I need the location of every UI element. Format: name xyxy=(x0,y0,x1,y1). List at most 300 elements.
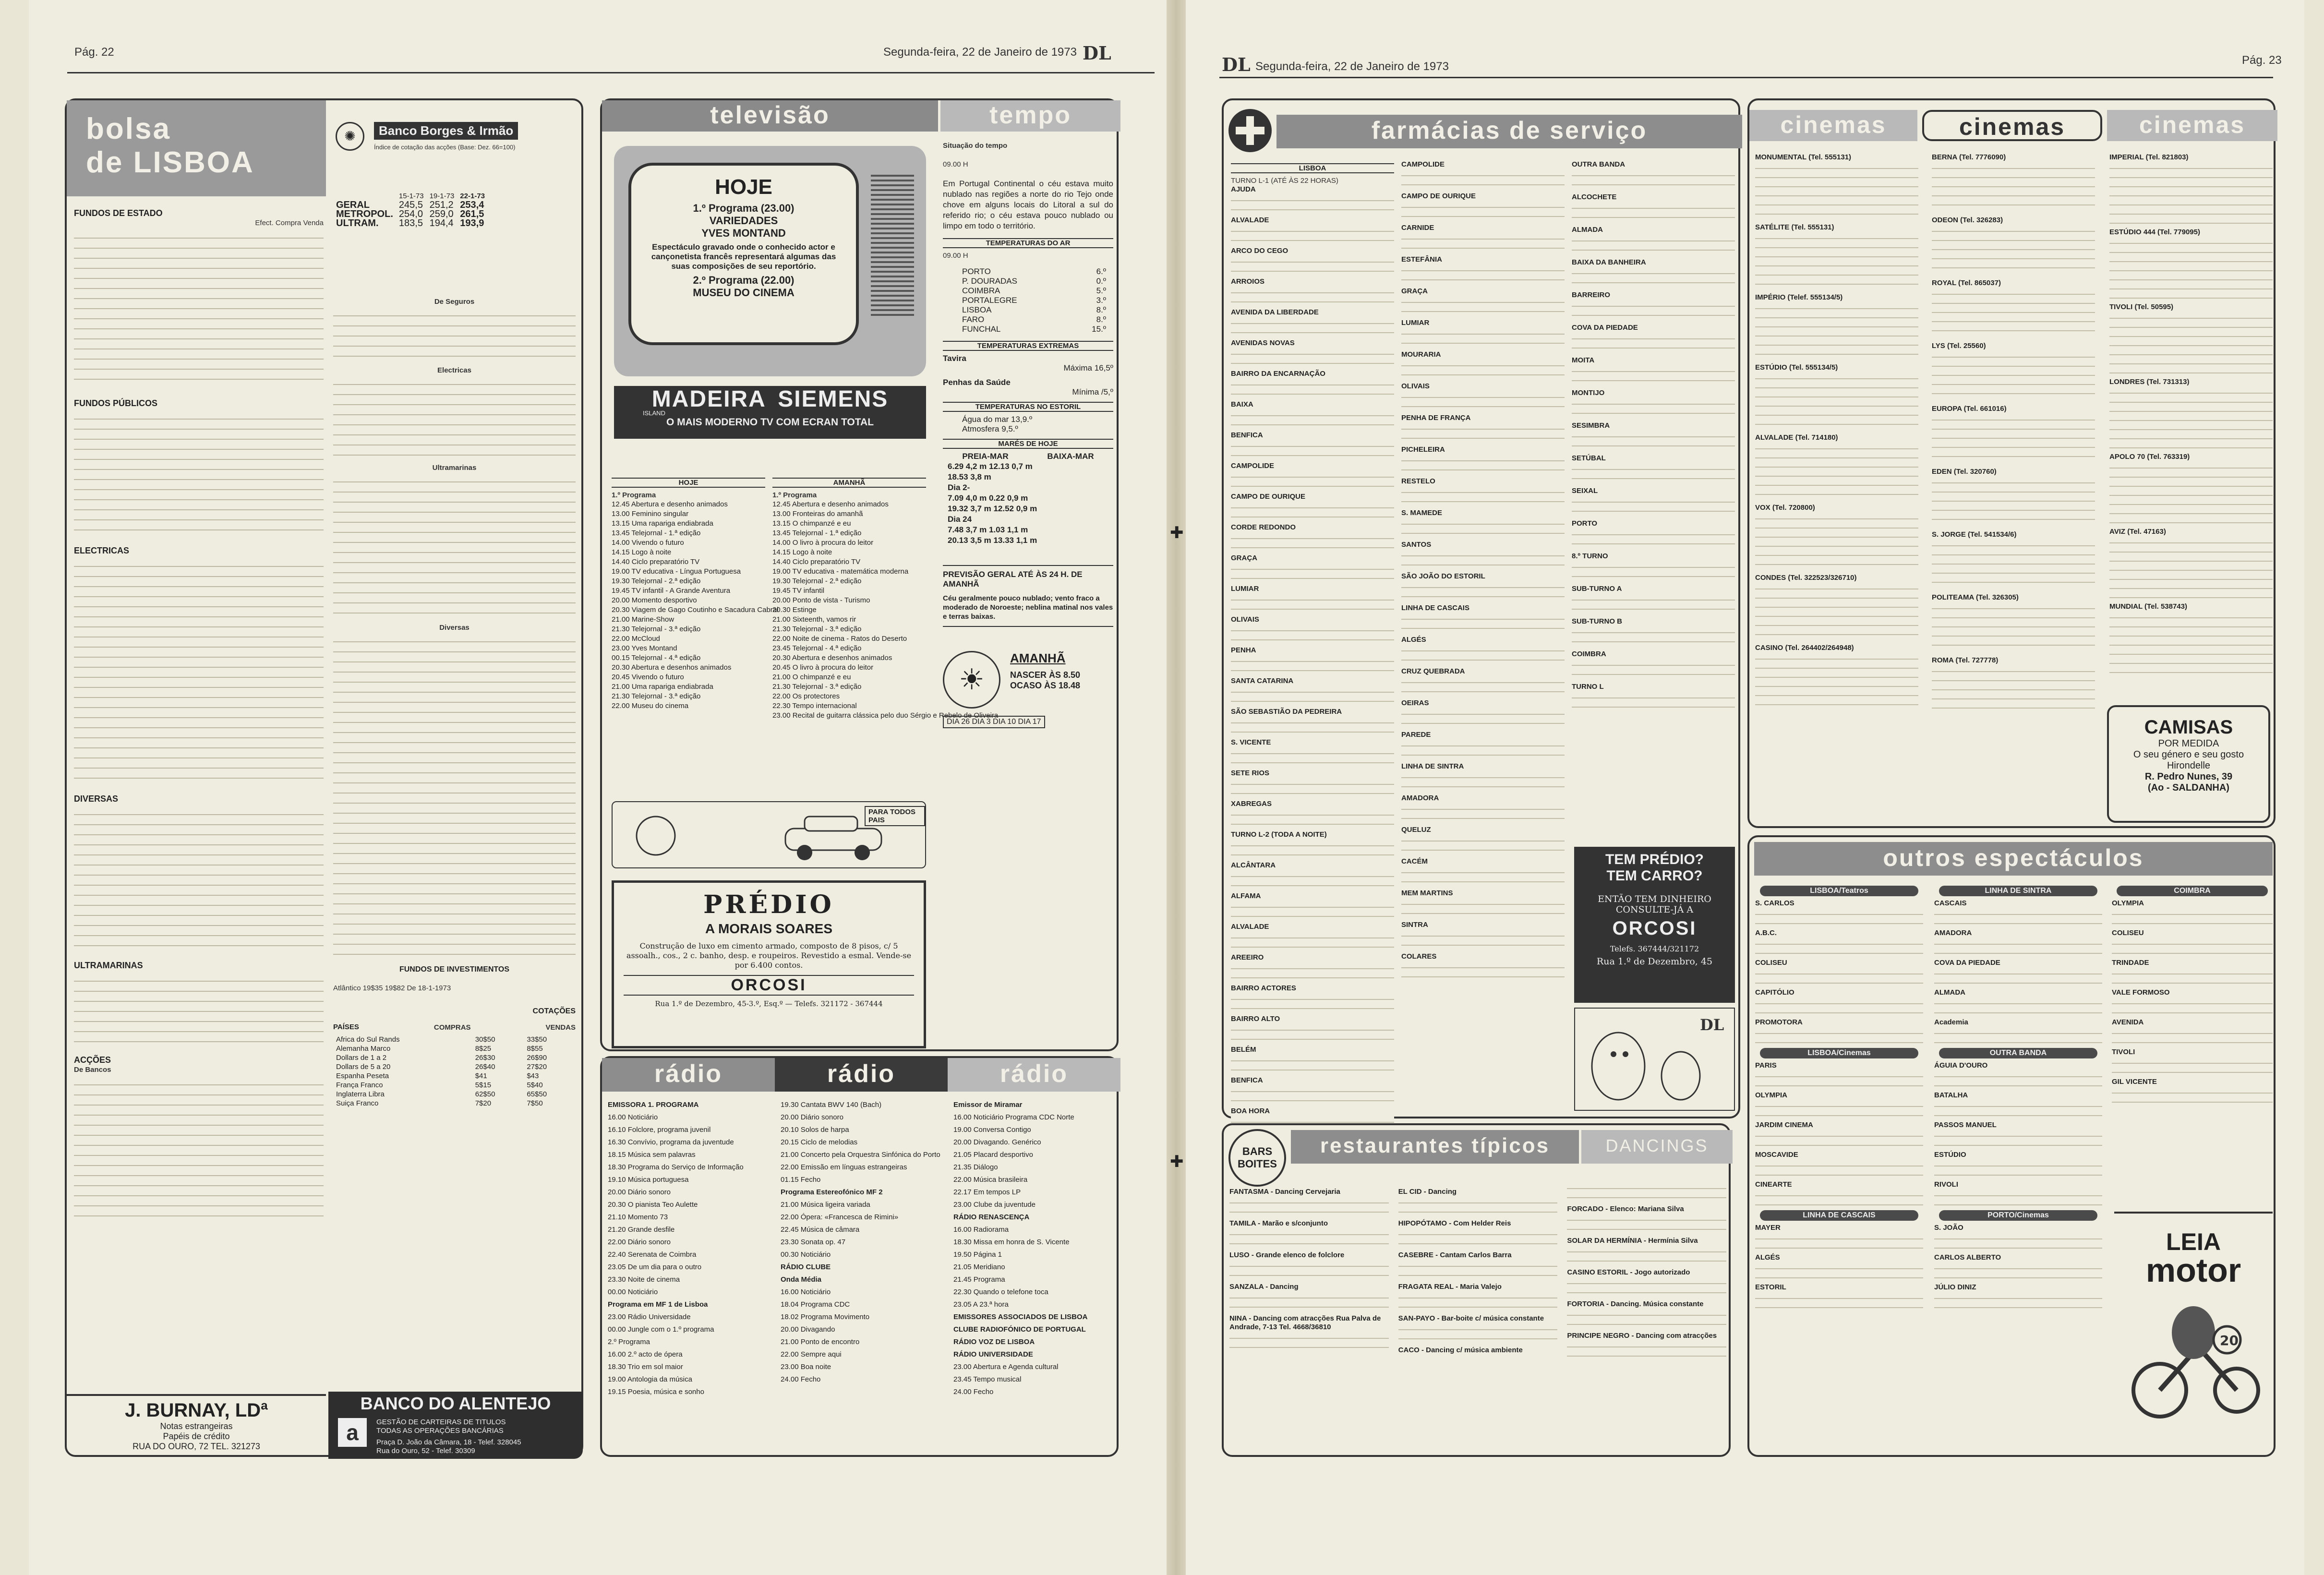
list-item: TIVOLI (Tel. 50595) xyxy=(2109,303,2174,311)
text-filler xyxy=(1932,476,2095,527)
list-item: RÁDIO CLUBE xyxy=(781,1263,831,1271)
list-item: S. JORGE (Tel. 541534/6) xyxy=(1932,530,2017,539)
list-item: ROMA (Tel. 727778) xyxy=(1932,656,1999,664)
list-item: 23.05 A 23.ª hora xyxy=(953,1300,1009,1309)
list-item: CAMPO DE OURIQUE xyxy=(1231,493,1306,501)
text-filler xyxy=(1934,967,2102,986)
bars-boites-badge: BARS BOITES xyxy=(1228,1129,1286,1187)
text-filler xyxy=(1934,1292,2102,1310)
binding-mark-icon: ✚ xyxy=(1170,1153,1184,1171)
list-item: 19.00 Antologia da música xyxy=(608,1375,692,1383)
list-item: 20.00 Diário sonoro xyxy=(608,1188,671,1196)
list-item: CARLOS ALBERTO xyxy=(1934,1253,2001,1262)
section-accoes: ACÇÕES xyxy=(74,1055,111,1065)
farmacias-title: farmácias de serviço xyxy=(1276,115,1742,148)
text-filler xyxy=(1231,962,1394,980)
list-item: 22.17 Em tempos LP xyxy=(953,1188,1021,1196)
list-item: EL CID - Dancing xyxy=(1398,1188,1457,1196)
cinemas-col-2 xyxy=(1932,153,2095,719)
tv-tempo-section xyxy=(600,98,1119,1051)
text-filler xyxy=(1755,1130,1923,1148)
list-item: MAYER xyxy=(1755,1224,1781,1232)
table-row: Espanha Peseta $41 $43 xyxy=(336,1072,539,1080)
sub-electricas: Electricas xyxy=(437,366,471,374)
fundos-publicos-rows xyxy=(74,411,324,536)
list-item: 13.00 Fronteiras do amanhã xyxy=(772,510,863,518)
tv-set-illustration xyxy=(614,146,926,376)
list-item: 21.00 Ponto de encontro xyxy=(781,1338,860,1346)
cinemas-col-3 xyxy=(2109,153,2273,677)
list-item: LUMIAR xyxy=(1401,319,1430,327)
radio-column-3 xyxy=(953,1099,1117,1398)
list-item: CRUZ QUEBRADA xyxy=(1401,667,1465,675)
text-filler xyxy=(2109,162,2273,224)
outros-col-2 xyxy=(1934,883,2102,1313)
list-item: MOURARIA xyxy=(1401,350,1441,359)
col-header: Efect. Compra Venda xyxy=(255,219,324,227)
list-item: 19.00 TV educativa - Língua Portuguesa xyxy=(612,567,741,576)
text-filler xyxy=(2109,611,2273,673)
text-filler xyxy=(1567,1309,1726,1328)
text-filler xyxy=(1231,685,1394,704)
list-item: 16.30 Convívio, programa da juventude xyxy=(608,1138,734,1146)
list-item: 22.00 Sempre aqui xyxy=(781,1350,842,1359)
list-item: JARDIM CINEMA xyxy=(1755,1121,1813,1129)
list-item: ESTÚDIO (Tel. 555134/5) xyxy=(1755,363,1838,372)
list-item: PENHA DE FRANÇA xyxy=(1401,414,1471,422)
text-filler xyxy=(1755,938,1923,956)
diversas-rows xyxy=(74,807,324,951)
list-item: ALMADA xyxy=(1572,226,1603,234)
text-filler xyxy=(1231,778,1394,796)
list-item: EMISSORA 1. PROGRAMA xyxy=(608,1101,699,1109)
list-item: COVA DA PIEDADE xyxy=(1934,959,2000,967)
list-item: 23.00 Recital de guitarra clássica pelo duo Sérgio e Rebelo de Oliveira xyxy=(772,711,999,720)
text-filler xyxy=(1755,442,1918,500)
text-filler xyxy=(1231,501,1394,519)
list-item: 21.00 Concerto pela Orquestra Sinfónica do Porto xyxy=(781,1151,940,1159)
list-item: 22.30 Quando o telefone toca xyxy=(953,1288,1048,1296)
list-item: Programa Estereofónico MF 2 xyxy=(781,1188,883,1196)
list-item: BAIXA xyxy=(1231,400,1253,409)
list-item: 14.00 O livro à procura do leitor xyxy=(772,539,874,547)
list-item: FANTASMA - Dancing Cervejaria xyxy=(1229,1188,1340,1196)
text-filler xyxy=(1401,739,1565,758)
list-item: GIL VICENTE xyxy=(2112,1078,2157,1086)
list-item: 14.40 Ciclo preparatório TV xyxy=(612,558,700,566)
list-item: TIVOLI xyxy=(2112,1048,2135,1056)
text-filler xyxy=(1401,929,1565,949)
text-filler xyxy=(1231,593,1394,612)
text-filler xyxy=(1572,430,1735,450)
index-table: 15-1-73 19-1-73 22-1-73 GERAL 245,5 251,2 253,4 METROPOL. 254,0 259,0 261,5 ULTRAM. 183,5 194,4 193,9 xyxy=(336,192,485,228)
list-item: PAREDE xyxy=(1401,731,1431,739)
text-filler xyxy=(1401,676,1565,695)
list-item: 01.15 Fecho xyxy=(781,1176,821,1184)
bolsa-title: bolsa de LISBOA xyxy=(67,100,326,196)
binding-mark-icon: ✚ xyxy=(1170,524,1184,542)
list-item: 19.00 Conversa Contigo xyxy=(953,1126,1031,1134)
cinemas-title-1: cinemas xyxy=(1749,110,1917,141)
list-item: 22.00 Noite de cinema - Ratos do Deserto xyxy=(772,635,907,643)
list-item: SESIMBRA xyxy=(1572,421,1610,430)
list-item: 16.00 Noticiário xyxy=(608,1113,658,1121)
text-filler xyxy=(1755,1292,1923,1310)
cinemas-col-1 xyxy=(1755,153,1918,714)
text-filler xyxy=(1572,332,1735,352)
list-item: MUNDIAL (Tel. 538743) xyxy=(2109,602,2187,611)
list-item: IMPÉRIO (Telef. 555134/5) xyxy=(1755,293,1843,301)
text-filler xyxy=(1398,1291,1558,1310)
list-item: 23.30 Noite de cinema xyxy=(608,1275,680,1284)
electricas-rows xyxy=(74,559,324,784)
text-filler xyxy=(1229,1196,1389,1215)
text-filler xyxy=(1401,296,1565,315)
svg-text:DL: DL xyxy=(1700,1016,1724,1034)
list-item: SATÉLITE (Tel. 555131) xyxy=(1755,223,1834,231)
text-filler xyxy=(1572,267,1735,287)
restaurantes-title: restaurantes típicos xyxy=(1291,1130,1579,1164)
list-item: 20.00 Divagando xyxy=(781,1325,835,1334)
right-page-date: Segunda-feira, 22 de Janeiro de 1973 xyxy=(1255,60,1449,73)
table-row: Inglaterra Libra 62$50 65$50 xyxy=(336,1090,547,1098)
text-filler xyxy=(1932,413,2095,464)
list-item: RÁDIO UNIVERSIDADE xyxy=(953,1350,1033,1359)
list-item: 22.45 Música de câmara xyxy=(781,1226,860,1234)
text-filler xyxy=(1229,1228,1389,1247)
list-item: ODEON (Tel. 326283) xyxy=(1932,216,2003,224)
list-item: Academia xyxy=(1934,1018,1968,1026)
text-filler xyxy=(1755,1027,1923,1045)
list-item: CASINO (Tel. 264402/264948) xyxy=(1755,644,1854,652)
tempo-column: Situação do tempo 09.00 H Em Portugal Continental o céu estava muito nublado nas regiões a norte do rio Tejo onde chove em alguns locais do Litoral a sul do referido rio; o céu estava pouco nublado ou limpo em todo o território. TEMPERATURAS DO AR 09.00 H PORTO 6.º P. DOURADAS 0.º COIMBRA 5.º PORTALEGRE 3.º LISBOA 8.º FARO 8.º FUNCHAL 15.º TEMPERATURAS EXTREMAS Tavira Máxima 16,5º Penhas da Saúde Mínima /5,º TEMPERATURAS NO ESTORIL Água do mar 13,9.º Atmosfera 9,5.º MARÉS DE HOJE PREIA-MAR BAIXA-MAR 6.29 4,2 m 12.13 0,7 m 18.53 3,8 m Dia 2- 7.09 4,0 m 0.22 0,9 m 19.32 3,7 m 12.52 0,9 m Dia 24 7.48 3,7 m 1.03 1,1 m 20.13 3,5 m 13.33 1,1 m PREVISÃO GERAL ATÉ ÀS 24 H. DE AMANHÃ Céu geralmente pouco nublado; vento fraco a moderado de Noroeste; neblina matinal nos vales e terras baixas. ☀ AMANHÃ NASCER ÀS 8.50 OCASO ÀS 18.48 DIA 26 DIA 3 DIA 10 DIA 17 xyxy=(943,141,1113,733)
list-item: CACÉM xyxy=(1401,857,1428,866)
tempo-title: tempo xyxy=(940,100,1120,132)
section-fundos-estado: FUNDOS DE ESTADO xyxy=(74,208,163,218)
list-item: ESTORIL xyxy=(1755,1283,1786,1291)
text-filler xyxy=(1231,317,1394,335)
list-item: OLYMPIA xyxy=(2112,899,2144,907)
temperaturas-list: PORTO 6.º P. DOURADAS 0.º COIMBRA 5.º PORTALEGRE 3.º LISBOA 8.º FARO 8.º FUNCHAL 15.º xyxy=(962,267,1106,334)
list-item: 24.00 Fecho xyxy=(953,1388,994,1396)
list-item: 16.00 Radiorama xyxy=(953,1226,1009,1234)
list-item: 18.04 Programa CDC xyxy=(781,1300,850,1309)
text-filler xyxy=(1398,1323,1558,1342)
list-item: TURNO L xyxy=(1572,683,1604,691)
text-filler xyxy=(1934,938,2102,956)
list-item: VOX (Tel. 720800) xyxy=(1755,504,1815,512)
text-filler xyxy=(1572,626,1735,646)
orcosi-ad: TEM PRÉDIO? TEM CARRO? ENTÃO TEM DINHEIRO CONSULTE-JÁ A ORCOSI Telefs. 367444/321172 Rua 1.º de Dezembro, 45 xyxy=(1574,847,1735,1003)
list-item: 13.45 Telejornal - 1.ª edição xyxy=(612,529,701,537)
sub-ultramarinas: Ultramarinas xyxy=(432,464,477,472)
list-item: 21.05 Meridiano xyxy=(953,1263,1005,1271)
text-filler xyxy=(1398,1196,1558,1215)
list-item: ESTEFÂNIA xyxy=(1401,255,1443,264)
text-filler xyxy=(1572,691,1735,711)
camisas-ad: CAMISAS POR MEDIDA O seu género e seu gosto Hirondelle R. Pedro Nunes, 39 (Ao - SALDANHA) xyxy=(2107,705,2270,823)
list-item: 22.00 Ópera: «Francesca de Rimini» xyxy=(781,1213,899,1221)
list-item: SAN-PAYO - Bar-boite c/ música constante xyxy=(1398,1314,1544,1323)
list-item: OLIVAIS xyxy=(1231,615,1259,624)
list-item: 21.05 Placard desportivo xyxy=(953,1151,1033,1159)
list-item: ARROIOS xyxy=(1231,277,1265,286)
text-filler xyxy=(1755,162,1918,219)
tv-speaker-grille xyxy=(871,175,914,319)
text-filler xyxy=(1932,539,2095,589)
list-item: COLARES xyxy=(1401,952,1437,961)
list-item: EUROPA (Tel. 661016) xyxy=(1932,405,2007,413)
text-filler xyxy=(1231,655,1394,673)
list-item: CASINO ESTORIL - Jogo autorizado xyxy=(1567,1268,1690,1276)
left-page-date: Segunda-feira, 22 de Janeiro de 1973 xyxy=(883,46,1077,59)
text-filler xyxy=(1755,512,1918,570)
outros-col-3 xyxy=(2112,883,2273,1107)
list-item: TRINDADE xyxy=(2112,959,2149,967)
list-item: MONTIJO xyxy=(1572,389,1605,397)
list-item: 19.30 Telejornal - 2.ª edição xyxy=(772,577,862,585)
text-filler xyxy=(1231,1085,1394,1103)
cartoon-figure-icon xyxy=(1575,1009,1734,1110)
text-filler xyxy=(1401,201,1565,220)
text-filler xyxy=(1755,908,1923,926)
list-item: RESTELO xyxy=(1401,477,1435,485)
cinemas-section xyxy=(1747,98,2276,828)
banco-alentejo-ad: BANCO DO ALENTEJO a GESTÃO DE CARTEIRAS DE TITULOS TODAS AS OPERAÇÕES BANCÁRIAS Praça D. João da Câmara, 18 - Telef. 328045 Rua do Ouro, 52 - Telef. 30309 xyxy=(328,1392,583,1459)
de-bancos-label: De Bancos xyxy=(74,1066,111,1074)
svg-text:20: 20 xyxy=(2220,1333,2239,1348)
list-item: 16.00 2.º acto de ópera xyxy=(608,1350,683,1359)
list-item: S. JOÃO xyxy=(1934,1224,1963,1232)
text-filler xyxy=(1401,771,1565,790)
list-item: ALFAMA xyxy=(1231,892,1261,900)
list-item: BAIRRO ALTO xyxy=(1231,1015,1280,1023)
list-item: SETÚBAL xyxy=(1572,454,1606,462)
list-item: 18.30 Trio em sol maior xyxy=(608,1363,683,1371)
list-item: 21.30 Telejornal - 3.ª edição xyxy=(772,683,862,691)
text-filler xyxy=(1401,644,1565,663)
list-item: 22.30 Tempo internacional xyxy=(772,702,857,710)
text-filler xyxy=(1934,1159,2102,1178)
list-item: RÁDIO VOZ DE LISBOA xyxy=(953,1338,1035,1346)
list-item: MEM MARTINS xyxy=(1401,889,1453,897)
list-item: ALCÂNTARA xyxy=(1231,861,1276,869)
list-item: CAMPOLIDE xyxy=(1401,160,1445,168)
list-item: SUB-TURNO B xyxy=(1572,617,1622,625)
text-filler xyxy=(1231,1054,1394,1072)
text-filler xyxy=(1572,397,1735,418)
list-item: ALGÉS xyxy=(1755,1253,1780,1262)
text-filler xyxy=(1572,659,1735,679)
list-item: BARREIRO xyxy=(1572,291,1611,299)
list-item: 19.45 TV infantil xyxy=(772,587,825,595)
section-diversas: DIVERSAS xyxy=(74,794,119,804)
sub-diversas: Diversas xyxy=(439,624,470,632)
list-item: ESTÚDIO 444 (Tel. 779095) xyxy=(2109,228,2200,236)
list-item: TURNO L-2 (TODA A NOITE) xyxy=(1231,830,1327,839)
list-item: 20.45 Vivendo o futuro xyxy=(612,673,684,681)
text-filler xyxy=(1755,997,1923,1015)
paises-compras: COMPRAS xyxy=(433,1023,471,1032)
list-item: 20.00 Ponto de vista - Turismo xyxy=(772,596,870,604)
sub-cotacoes: COTAÇÕES xyxy=(532,1007,576,1015)
list-item: 18.30 Programa do Serviço de Informação xyxy=(608,1163,744,1171)
list-item: 19.50 Página 1 xyxy=(953,1250,1002,1259)
bank-seal-icon: ✺ xyxy=(336,122,364,151)
burnay-ad: J. BURNAY, LDª Notas estrangeiras Papéis de crédito RUA DO OURO, 72 TEL. 321273 xyxy=(67,1394,326,1459)
cinemas-title-2: cinemas xyxy=(1922,110,2102,141)
list-item: 20.00 Momento desportivo xyxy=(612,596,697,604)
list-item: BOA HORA xyxy=(1231,1107,1270,1115)
list-item: 14.40 Ciclo preparatório TV xyxy=(772,558,861,566)
text-filler xyxy=(1231,747,1394,765)
text-filler xyxy=(1932,288,2095,338)
list-item: LYS (Tel. 25560) xyxy=(1932,342,1986,350)
text-filler xyxy=(1231,931,1394,950)
list-item: IMPERIAL (Tel. 821803) xyxy=(2109,153,2189,161)
text-filler xyxy=(1229,1260,1389,1279)
list-item: AVIZ (Tel. 47163) xyxy=(2109,528,2166,536)
text-filler xyxy=(1231,839,1394,857)
list-item: 19.00 TV educativa - matemática moderna xyxy=(772,567,909,576)
list-item: CARNIDE xyxy=(1401,224,1434,232)
list-item: 23.45 Telejornal - 4.ª edição xyxy=(772,644,862,652)
text-filler xyxy=(1401,486,1565,505)
list-item: SANTA CATARINA xyxy=(1231,677,1294,685)
radio-title-1: rádio xyxy=(602,1058,775,1092)
list-item: ALVALADE xyxy=(1231,923,1269,931)
section-fundos-publicos: FUNDOS PÚBLICOS xyxy=(74,398,158,408)
text-filler xyxy=(1401,549,1565,568)
text-filler xyxy=(1567,1340,1726,1359)
text-filler xyxy=(1934,1100,2102,1118)
list-item: FRAGATA REAL - Maria Valejo xyxy=(1398,1283,1502,1291)
list-item: LINHA DE CASCAIS xyxy=(1401,604,1469,612)
list-item: MOSCAVIDE xyxy=(1755,1151,1798,1159)
text-filler xyxy=(1231,870,1394,888)
list-item: 23.00 Clube da juventude xyxy=(953,1201,1036,1209)
text-filler xyxy=(1755,302,1918,360)
sub-fundos-investimentos: FUNDOS DE INVESTIMENTOS xyxy=(399,965,510,974)
bank-sub: Índice de cotação das acções (Base: Dez. 66=100) xyxy=(374,144,516,151)
text-filler xyxy=(1401,866,1565,885)
list-item: PICHELEIRA xyxy=(1401,445,1445,454)
text-filler xyxy=(1567,1245,1726,1264)
fiat-sign: PARA TODOS PAIS xyxy=(865,806,925,826)
list-item: SANZALA - Dancing xyxy=(1229,1283,1299,1291)
list-item: SINTRA xyxy=(1401,921,1428,929)
page-fold xyxy=(1167,0,1186,1575)
tv-schedule-amanha: AMANHÃ 1.º Programa 12.45 Abertura e desenho animados 13.00 Fronteiras do amanhã 13.15 O chimpanzé e eu 13.45 Telejornal - 1.ª edição 14.00 O livro à procura do leitor 14.15 Logo à noite 14.40 Ciclo preparatório TV 19.00 TV educativa - matemática moderna 19.30 Telejornal - 2.ª edição 19.45 TV infantil 20.00 Ponto de vista - Turismo 20.30 Estinge 21.00 Sixteenth, vamos rir 21.30 Telejornal - 3.ª edição 22.00 Noite de cinema - Ratos do Deserto 23.45 Telejornal - 4.ª edição 20.30 Abertura e desenhos animados 20.45 O livro à procura do leitor 21.00 O chimpanzé e eu 21.30 Telejornal - 3.ª edição 22.00 Os protectores 22.30 Tempo internacional 23.00 Recital de guitarra clássica pelo duo Sérgio e Rebelo de Oliveira xyxy=(772,479,999,720)
list-item: SETE RIOS xyxy=(1231,769,1270,777)
list-item: SEIXAL xyxy=(1572,487,1598,495)
text-filler xyxy=(1755,582,1918,640)
category-tag: OUTRA BANDA xyxy=(1939,1048,2097,1058)
text-filler xyxy=(1231,808,1394,827)
list-item: EMISSORES ASSOCIADOS DE LISBOA xyxy=(953,1313,1088,1321)
text-filler xyxy=(1755,372,1918,430)
list-item: 19.15 Poesia, música e sonho xyxy=(608,1388,704,1396)
list-item: 20.45 O livro à procura do leitor xyxy=(772,663,874,672)
list-item: Dia 24 xyxy=(948,515,972,524)
list-item: AREEIRO xyxy=(1231,953,1264,962)
list-item: 12.45 Abertura e desenho animados xyxy=(612,500,728,508)
invest-row: Atlântico 19$35 19$82 De 18-1-1973 xyxy=(333,984,451,992)
predio-ad: PRÉDIO A MORAIS SOARES Construção de luxo em cimento armado, composto de 8 pisos, c/ 5 assoalh., cos., 2 c. banho, desp. e roupeiros. Revestido a esmal. Vende-se por 6.400 contos. ORCOSI Rua 1.º de Dezembro, 45-3.º, Esq.º — Telefs. 321172 - 367444 xyxy=(612,880,926,1048)
section-ultramarinas: ULTRAMARINAS xyxy=(74,961,143,970)
header-rule-right xyxy=(1219,77,2273,78)
list-item: COVA DA PIEDADE xyxy=(1572,324,1638,332)
list-item: CONDES (Tel. 322523/326710) xyxy=(1755,574,1857,582)
list-item: ROYAL (Tel. 865037) xyxy=(1932,279,2001,287)
list-item: ESTÚDIO xyxy=(1934,1151,1966,1159)
list-item: VALE FORMOSO xyxy=(2112,988,2170,997)
table-row: Dollars de 1 a 2 26$30 26$90 xyxy=(336,1054,547,1062)
text-filler xyxy=(1932,602,2095,652)
table-row: França Franco 5$15 5$40 xyxy=(336,1081,543,1089)
bolsa-left-column xyxy=(74,208,324,1221)
list-item: CINEARTE xyxy=(1755,1180,1792,1189)
list-item: 16.10 Folclore, programa juvenil xyxy=(608,1126,711,1134)
list-item: MOITA xyxy=(1572,356,1595,364)
text-filler xyxy=(1572,528,1735,548)
text-filler xyxy=(1934,1027,2102,1045)
list-item: OLYMPIA xyxy=(1755,1091,1787,1099)
list-item: FORTORIA - Dancing. Música constante xyxy=(1567,1300,1704,1308)
text-filler xyxy=(2112,967,2273,986)
tv-schedule-hoje: HOJE 1.º Programa 12.45 Abertura e desenho animados 13.00 Feminino singular 13.15 Uma rapariga endiabrada 13.45 Telejornal - 1.ª edição 14.00 Vivendo o futuro 14.15 Logo à noite 14.40 Ciclo preparatório TV 19.00 TV educativa - Língua Portuguesa 19.30 Telejornal - 2.ª edição 19.45 TV infantil - A Grande Aventura 20.00 Momento desportivo 20.30 Viagem de Gago Coutinho e Sacadura Cabral 21.00 Marine-Show 21.30 Telejornal - 3.ª edição 22.00 McCloud 23.00 Yves Montand 00.15 Telejornal - 4.ª edição 20.30 Abertura e desenhos animados 20.45 Vivendo o futuro 21.00 Uma rapariga endiabrada 21.30 Telejornal - 3.ª edição 22.00 Museu do cinema xyxy=(612,479,779,710)
list-item: AJUDA xyxy=(1231,185,1256,193)
fundos-estado-rows xyxy=(74,230,324,389)
text-filler xyxy=(2109,461,2273,524)
list-item: BERNA (Tel. 7776090) xyxy=(1932,153,2006,161)
text-filler xyxy=(1401,961,1565,980)
text-filler xyxy=(1934,1189,2102,1207)
bolsa-section xyxy=(65,98,583,1457)
text-filler xyxy=(1567,1214,1726,1233)
list-item: 14.00 Vivendo o futuro xyxy=(612,539,684,547)
table-row: Africa do Sul Rands 30$50 33$50 xyxy=(336,1035,547,1044)
list-item: 13.15 Uma rapariga endiabrada xyxy=(612,519,713,528)
list-item: 14.15 Logo à noite xyxy=(772,548,832,556)
list-item: AVENIDA xyxy=(2112,1018,2144,1026)
list-item: 21.00 Uma rapariga endiabrada xyxy=(612,683,713,691)
text-filler xyxy=(1231,378,1394,397)
list-item: 23.45 Tempo musical xyxy=(953,1375,1022,1383)
list-item: 19.10 Música portuguesa xyxy=(608,1176,689,1184)
list-item: PRINCIPE NEGRO - Dancing com atracções xyxy=(1567,1332,1717,1340)
list-item: 8.º TURNO xyxy=(1572,552,1608,560)
text-filler xyxy=(1401,264,1565,283)
list-item: 21.00 O chimpanzé e eu xyxy=(772,673,851,681)
dancings-title: DANCINGS xyxy=(1581,1130,1733,1164)
list-item: BENFICA xyxy=(1231,431,1263,439)
text-filler xyxy=(1231,440,1394,458)
list-item: LUMIAR xyxy=(1231,585,1259,593)
tempo-text: Em Portugal Continental o céu estava muito nublado nas regiões a norte do rio Tejo onde chove em alguns locais do Litoral a sul do referido rio; o céu estava pouco nublado ou limpo em todo o território. xyxy=(943,179,1113,230)
bolsa-right-column xyxy=(333,297,576,1108)
list-item: HIPOPÓTAMO - Com Helder Reis xyxy=(1398,1219,1511,1227)
text-filler xyxy=(1755,1100,1923,1118)
list-item: TAMILA - Marão e s/conjunto xyxy=(1229,1219,1328,1227)
list-item: BATALHA xyxy=(1934,1091,1968,1099)
list-item: 22.00 Museu do cinema xyxy=(612,702,689,710)
list-item: BAIRRO DA ENCARNAÇÃO xyxy=(1231,370,1325,378)
list-item: CASEBRE - Cantam Carlos Barra xyxy=(1398,1251,1512,1259)
list-item: SÃO JOÃO DO ESTORIL xyxy=(1401,572,1485,580)
list-item: SUB-TURNO A xyxy=(1572,585,1622,593)
list-item: 22.00 Emissão em línguas estrangeiras xyxy=(781,1163,907,1171)
